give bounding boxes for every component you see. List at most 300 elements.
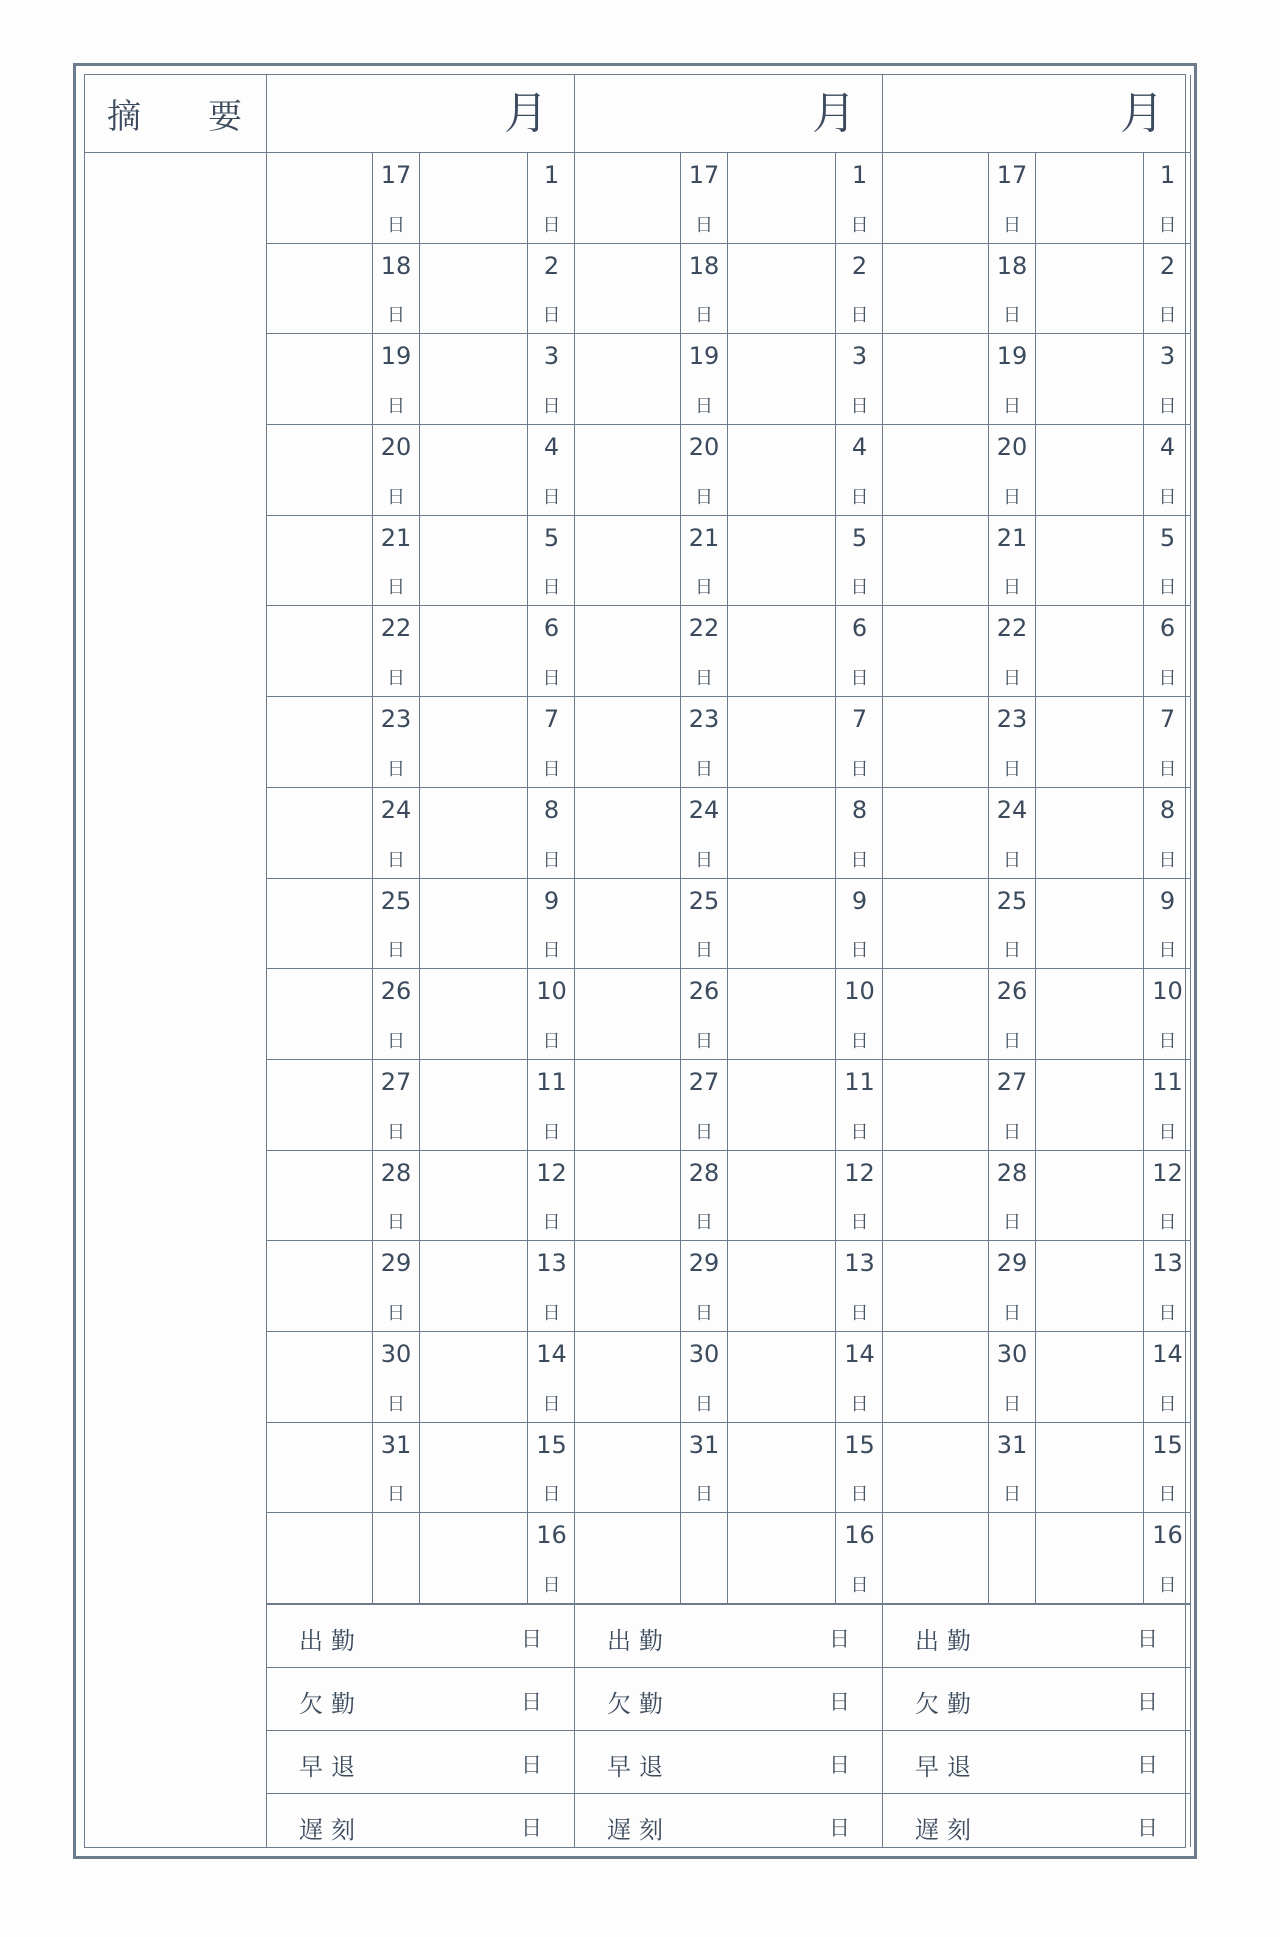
attendance-sheet: [73, 63, 1197, 1859]
entry-cell-first-half[interactable]: [1036, 1332, 1144, 1422]
entry-cell-second-half[interactable]: [883, 969, 989, 1059]
day-unit: 日: [387, 1121, 405, 1143]
day-number: 10: [536, 977, 567, 1006]
day-unit: 日: [695, 577, 713, 599]
day-number-cell: [1144, 153, 1191, 243]
day-number: 5: [1159, 523, 1176, 552]
entry-cell-first-half[interactable]: [420, 334, 528, 424]
day-number-cell: [836, 788, 883, 878]
day-unit: 日: [695, 668, 713, 690]
stat-row[interactable]: [267, 1605, 574, 1668]
day-number-cell: [836, 334, 883, 424]
entry-cell-second-half[interactable]: [883, 606, 989, 696]
day-number: 4: [543, 433, 560, 462]
day-unit: 日: [542, 577, 561, 599]
day-row: [267, 334, 574, 425]
summary-column[interactable]: [85, 153, 267, 1847]
day-number: 15: [536, 1430, 567, 1459]
day-unit: 日: [542, 1393, 561, 1415]
stat-label: 欠勤: [299, 1690, 363, 1718]
day-number-cell: [989, 1151, 1036, 1241]
entry-cell-second-half[interactable]: [267, 969, 373, 1059]
entry-cell-second-half[interactable]: [267, 1332, 373, 1422]
entry-cell-first-half[interactable]: [728, 1241, 836, 1331]
stat-unit: 日: [829, 1627, 850, 1651]
day-number-cell: [681, 425, 728, 515]
day-number-cell: [989, 244, 1036, 334]
day-unit: 日: [387, 1393, 405, 1415]
day-number-cell: [373, 1060, 420, 1150]
day-number: 20: [688, 433, 720, 462]
entry-cell-first-half[interactable]: [1036, 697, 1144, 787]
day-number-cell: [373, 1513, 420, 1603]
day-unit: 日: [387, 940, 405, 962]
entry-cell-first-half[interactable]: [1036, 1060, 1144, 1150]
entry-cell-first-half[interactable]: [728, 425, 836, 515]
day-row: [883, 1513, 1190, 1604]
day-number: 24: [688, 795, 720, 824]
day-number-cell: [681, 969, 728, 1059]
entry-cell-first-half[interactable]: [728, 606, 836, 696]
day-unit: 日: [1003, 668, 1021, 690]
day-row: [883, 969, 1190, 1060]
day-unit: 日: [387, 214, 405, 236]
day-number-cell: [681, 1332, 728, 1422]
day-unit: 日: [542, 214, 561, 236]
day-unit: 日: [1003, 1030, 1021, 1052]
day-number: 8: [1159, 795, 1176, 824]
month-header: 月: [883, 75, 1190, 153]
stat-unit: 日: [521, 1690, 542, 1714]
day-number-cell: [681, 1151, 728, 1241]
day-number: 14: [536, 1339, 567, 1368]
day-number-cell: [681, 244, 728, 334]
day-unit: 日: [542, 1484, 561, 1506]
entry-cell-first-half[interactable]: [420, 697, 528, 787]
day-number-cell: [1144, 879, 1191, 969]
entry-cell-second-half[interactable]: [267, 425, 373, 515]
day-number-cell: [373, 425, 420, 515]
day-unit: 日: [850, 1484, 869, 1506]
entry-cell-first-half[interactable]: [420, 1241, 528, 1331]
entry-cell-first-half[interactable]: [728, 697, 836, 787]
month-block-3: [883, 75, 1191, 1847]
day-number: 2: [1159, 251, 1176, 280]
stat-row[interactable]: [883, 1731, 1190, 1794]
day-unit: 日: [695, 1212, 713, 1234]
entry-cell-second-half[interactable]: [267, 1060, 373, 1150]
day-number-cell: [989, 153, 1036, 243]
entry-cell-first-half[interactable]: [728, 153, 836, 243]
entry-cell-first-half[interactable]: [1036, 516, 1144, 606]
day-number-cell: [373, 334, 420, 424]
entry-cell-first-half[interactable]: [728, 516, 836, 606]
entry-cell-first-half[interactable]: [1036, 788, 1144, 878]
day-number: 17: [688, 161, 720, 189]
stat-row[interactable]: [267, 1731, 574, 1794]
day-unit: 日: [695, 1030, 713, 1052]
entry-cell-first-half[interactable]: [1036, 244, 1144, 334]
stat-row[interactable]: [575, 1794, 882, 1857]
day-number-cell: [373, 153, 420, 243]
day-number: 26: [380, 977, 412, 1006]
day-row: [575, 1151, 882, 1242]
entry-cell-first-half[interactable]: [420, 606, 528, 696]
entry-cell-second-half[interactable]: [883, 879, 989, 969]
day-row: [575, 153, 882, 244]
day-number: 27: [996, 1067, 1028, 1096]
day-row: [575, 1423, 882, 1514]
day-unit: 日: [1003, 486, 1021, 508]
entry-cell-second-half[interactable]: [883, 1241, 989, 1331]
stat-row[interactable]: [267, 1668, 574, 1731]
day-row: [883, 516, 1190, 607]
day-unit: 日: [1003, 214, 1021, 236]
day-number: 28: [996, 1158, 1028, 1187]
day-number-cell: [528, 1151, 575, 1241]
entry-cell-second-half[interactable]: [883, 1060, 989, 1150]
entry-cell-second-half[interactable]: [883, 1423, 989, 1513]
day-number: 26: [688, 977, 720, 1006]
day-unit: 日: [850, 1575, 869, 1596]
entry-cell-second-half[interactable]: [575, 697, 681, 787]
day-number: 31: [996, 1430, 1028, 1459]
day-number-cell: [681, 334, 728, 424]
entry-cell-first-half[interactable]: [420, 425, 528, 515]
day-row: [267, 1423, 574, 1514]
day-unit: 日: [695, 1393, 713, 1415]
day-number: 15: [1152, 1430, 1183, 1459]
entry-cell-first-half[interactable]: [420, 1060, 528, 1150]
entry-cell-first-half[interactable]: [420, 879, 528, 969]
entry-cell-second-half[interactable]: [575, 1241, 681, 1331]
day-number: 25: [996, 886, 1028, 915]
entry-cell-second-half[interactable]: [883, 1513, 989, 1603]
day-unit: 日: [695, 1302, 713, 1324]
day-unit: 日: [1158, 1484, 1177, 1506]
day-number-cell: [528, 425, 575, 515]
entry-cell-first-half[interactable]: [420, 516, 528, 606]
day-number-cell: [989, 1241, 1036, 1331]
day-number: 28: [688, 1158, 720, 1187]
day-number: 16: [1152, 1521, 1183, 1550]
day-row: [267, 516, 574, 607]
stat-row[interactable]: [267, 1794, 574, 1857]
stat-unit: 日: [521, 1816, 542, 1840]
day-number-cell: [528, 516, 575, 606]
day-number: 18: [688, 251, 720, 280]
entry-cell-first-half[interactable]: [1036, 1513, 1144, 1603]
entry-cell-first-half[interactable]: [1036, 969, 1144, 1059]
day-unit: 日: [1158, 1212, 1177, 1234]
stat-unit: 日: [1137, 1690, 1158, 1714]
day-number-cell: [989, 334, 1036, 424]
day-unit: 日: [1158, 1121, 1177, 1143]
entry-cell-first-half[interactable]: [728, 244, 836, 334]
day-row: [883, 153, 1190, 244]
day-row: [575, 1332, 882, 1423]
entry-cell-second-half[interactable]: [575, 1151, 681, 1241]
day-number-cell: [528, 1423, 575, 1513]
day-unit: 日: [1003, 1393, 1021, 1415]
day-number: 12: [536, 1158, 567, 1187]
stat-label: 欠勤: [607, 1690, 671, 1718]
day-row: [575, 516, 882, 607]
day-unit: 日: [1003, 1484, 1021, 1506]
day-number: 5: [851, 523, 868, 552]
stat-row[interactable]: [883, 1605, 1190, 1668]
entry-cell-second-half[interactable]: [575, 1513, 681, 1603]
day-number: 7: [851, 705, 868, 734]
day-unit: 日: [1158, 396, 1177, 418]
day-row: [575, 969, 882, 1060]
day-number: 21: [380, 523, 412, 552]
entry-cell-first-half[interactable]: [1036, 425, 1144, 515]
entry-cell-second-half[interactable]: [575, 1332, 681, 1422]
day-number: 30: [996, 1339, 1028, 1368]
stat-row[interactable]: [575, 1731, 882, 1794]
day-unit: 日: [1158, 577, 1177, 599]
entry-cell-second-half[interactable]: [267, 153, 373, 243]
entry-cell-first-half[interactable]: [728, 334, 836, 424]
day-row: [267, 1332, 574, 1423]
entry-cell-second-half[interactable]: [575, 969, 681, 1059]
day-number-cell: [373, 1423, 420, 1513]
entry-cell-second-half[interactable]: [883, 697, 989, 787]
entry-cell-first-half[interactable]: [1036, 153, 1144, 243]
day-number-cell: [373, 1151, 420, 1241]
entry-cell-second-half[interactable]: [575, 244, 681, 334]
day-number-cell: [989, 1060, 1036, 1150]
day-row: [575, 244, 882, 335]
day-number: 26: [996, 977, 1028, 1006]
entry-cell-second-half[interactable]: [267, 606, 373, 696]
stat-unit: 日: [521, 1627, 542, 1651]
day-unit: 日: [542, 1121, 561, 1143]
day-unit: 日: [542, 758, 561, 780]
day-unit: 日: [1003, 1121, 1021, 1143]
day-unit: 日: [387, 305, 405, 327]
day-number: 14: [1152, 1339, 1183, 1368]
day-number: 13: [844, 1249, 875, 1278]
entry-cell-first-half[interactable]: [1036, 879, 1144, 969]
day-unit: 日: [1158, 668, 1177, 690]
day-number: 25: [380, 886, 412, 915]
entry-cell-second-half[interactable]: [267, 516, 373, 606]
entry-cell-first-half[interactable]: [420, 969, 528, 1059]
day-number: 19: [380, 342, 412, 371]
day-number: 27: [380, 1067, 412, 1096]
entry-cell-first-half[interactable]: [1036, 1423, 1144, 1513]
entry-cell-first-half[interactable]: [728, 788, 836, 878]
day-number: 16: [536, 1521, 567, 1550]
day-number-cell: [836, 244, 883, 334]
day-unit: 日: [542, 1575, 561, 1596]
entry-cell-second-half[interactable]: [267, 1241, 373, 1331]
entry-cell-second-half[interactable]: [267, 334, 373, 424]
day-number: 16: [844, 1521, 875, 1550]
day-number: 23: [996, 705, 1028, 734]
day-number: 6: [1159, 614, 1176, 643]
attendance-summary: [575, 1604, 883, 1847]
stat-row[interactable]: [575, 1668, 882, 1731]
day-number-cell: [836, 1332, 883, 1422]
summary-label-left: 摘: [107, 97, 141, 137]
day-unit: 日: [850, 668, 869, 690]
entry-cell-first-half[interactable]: [728, 879, 836, 969]
day-number: 9: [543, 886, 560, 915]
entry-cell-first-half[interactable]: [420, 153, 528, 243]
entry-cell-second-half[interactable]: [575, 788, 681, 878]
day-unit: 日: [850, 305, 869, 327]
day-row: [267, 425, 574, 516]
day-unit: 日: [542, 1212, 561, 1234]
entry-cell-first-half[interactable]: [1036, 606, 1144, 696]
day-unit: 日: [850, 1302, 869, 1324]
day-row: [883, 1151, 1190, 1242]
day-number: 27: [688, 1067, 720, 1096]
day-number: 14: [844, 1339, 875, 1368]
day-number-cell: [681, 1060, 728, 1150]
day-number-cell: [373, 244, 420, 334]
entry-cell-first-half[interactable]: [420, 1423, 528, 1513]
day-unit: 日: [1003, 577, 1021, 599]
day-unit: 日: [850, 486, 869, 508]
day-number: 21: [996, 523, 1028, 552]
day-unit: 日: [387, 849, 405, 871]
day-unit: 日: [542, 486, 561, 508]
entry-cell-first-half[interactable]: [1036, 334, 1144, 424]
entry-cell-first-half[interactable]: [420, 1151, 528, 1241]
day-number-cell: [681, 1423, 728, 1513]
entry-cell-second-half[interactable]: [575, 516, 681, 606]
stat-row[interactable]: [883, 1794, 1190, 1857]
attendance-summary: [883, 1604, 1190, 1847]
entry-cell-first-half[interactable]: [728, 1423, 836, 1513]
day-number: 6: [543, 614, 560, 643]
month-block-1: [267, 75, 575, 1847]
stat-label: 出勤: [915, 1627, 979, 1655]
stat-label: 出勤: [299, 1627, 363, 1655]
stat-unit: 日: [829, 1816, 850, 1840]
entry-cell-second-half[interactable]: [883, 425, 989, 515]
entry-cell-second-half[interactable]: [575, 1060, 681, 1150]
day-number-cell: [836, 606, 883, 696]
entry-cell-second-half[interactable]: [267, 697, 373, 787]
day-number: 24: [996, 795, 1028, 824]
day-row: [883, 1332, 1190, 1423]
entry-cell-second-half[interactable]: [883, 334, 989, 424]
day-number: 8: [851, 795, 868, 824]
day-number: 23: [380, 705, 412, 734]
entry-cell-second-half[interactable]: [267, 1151, 373, 1241]
day-row: [883, 1423, 1190, 1514]
stat-label: 遅刻: [607, 1816, 671, 1844]
entry-cell-second-half[interactable]: [883, 516, 989, 606]
entry-cell-first-half[interactable]: [728, 1060, 836, 1150]
day-number-cell: [373, 879, 420, 969]
stat-row[interactable]: [883, 1668, 1190, 1731]
day-number: 1: [1159, 161, 1176, 189]
entry-cell-second-half[interactable]: [575, 606, 681, 696]
entry-cell-second-half[interactable]: [575, 153, 681, 243]
day-row: [267, 1151, 574, 1242]
day-number: 9: [851, 886, 868, 915]
day-number-cell: [836, 879, 883, 969]
entry-cell-second-half[interactable]: [267, 1513, 373, 1603]
entry-cell-first-half[interactable]: [420, 788, 528, 878]
entry-cell-second-half[interactable]: [575, 334, 681, 424]
entry-cell-first-half[interactable]: [728, 1151, 836, 1241]
day-unit: 日: [387, 486, 405, 508]
stat-row[interactable]: [575, 1605, 882, 1668]
day-unit: 日: [1158, 940, 1177, 962]
entry-cell-first-half[interactable]: [728, 1513, 836, 1603]
day-unit: 日: [850, 849, 869, 871]
day-unit: 日: [695, 305, 713, 327]
day-unit: 日: [695, 1484, 713, 1506]
day-number: 9: [1159, 886, 1176, 915]
stat-label: 早退: [299, 1753, 363, 1781]
stat-unit: 日: [521, 1753, 542, 1777]
day-number-cell: [1144, 697, 1191, 787]
day-unit: 日: [1158, 758, 1177, 780]
entry-cell-first-half[interactable]: [728, 1332, 836, 1422]
entry-cell-second-half[interactable]: [883, 1332, 989, 1422]
day-number-cell: [836, 969, 883, 1059]
entry-cell-second-half[interactable]: [267, 788, 373, 878]
entry-cell-first-half[interactable]: [728, 969, 836, 1059]
entry-cell-second-half[interactable]: [883, 788, 989, 878]
entry-cell-second-half[interactable]: [267, 879, 373, 969]
entry-cell-second-half[interactable]: [883, 1151, 989, 1241]
day-unit: 日: [542, 668, 561, 690]
day-row: [883, 788, 1190, 879]
day-row: [575, 879, 882, 970]
entry-cell-second-half[interactable]: [267, 244, 373, 334]
entry-cell-first-half[interactable]: [420, 1513, 528, 1603]
day-unit: 日: [387, 1484, 405, 1506]
day-number: 30: [380, 1339, 412, 1368]
day-number-cell: [1144, 606, 1191, 696]
entry-cell-first-half[interactable]: [420, 1332, 528, 1422]
entry-cell-first-half[interactable]: [420, 244, 528, 334]
entry-cell-second-half[interactable]: [575, 425, 681, 515]
day-unit: 日: [1158, 305, 1177, 327]
stat-unit: 日: [829, 1753, 850, 1777]
stat-label: 早退: [607, 1753, 671, 1781]
entry-cell-first-half[interactable]: [1036, 1241, 1144, 1331]
day-number: 2: [851, 251, 868, 280]
day-number-cell: [836, 153, 883, 243]
day-unit: 日: [1003, 940, 1021, 962]
day-number: 12: [844, 1158, 875, 1187]
entry-cell-first-half[interactable]: [1036, 1151, 1144, 1241]
entry-cell-second-half[interactable]: [883, 244, 989, 334]
entry-cell-second-half[interactable]: [883, 153, 989, 243]
day-number: 18: [996, 251, 1028, 280]
month-header: 月: [267, 75, 575, 153]
day-number-cell: [1144, 244, 1191, 334]
day-unit: 日: [387, 758, 405, 780]
entry-cell-second-half[interactable]: [575, 1423, 681, 1513]
day-number: 6: [851, 614, 868, 643]
day-row: [883, 1060, 1190, 1151]
entry-cell-second-half[interactable]: [575, 879, 681, 969]
entry-cell-second-half[interactable]: [267, 1423, 373, 1513]
day-row: [575, 1060, 882, 1151]
day-number-cell: [528, 788, 575, 878]
